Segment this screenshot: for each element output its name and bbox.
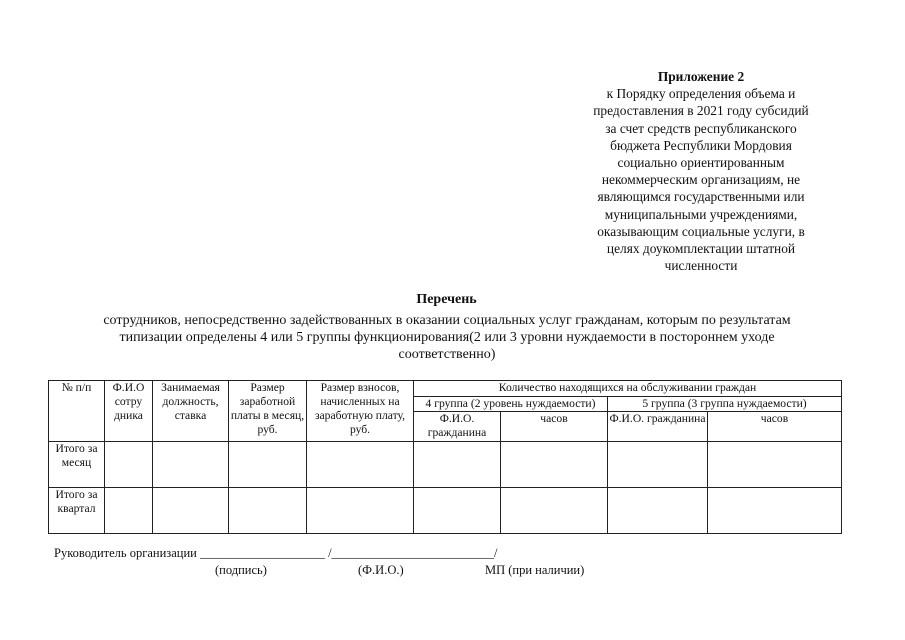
header-contributions: Размер взносов, начисленных на заработную плату, руб. [307, 381, 414, 442]
header-fio: Ф.И.О сотру дника [105, 381, 153, 442]
table-cell [105, 442, 153, 488]
header-position: Занимаемая должность, ставка [153, 381, 229, 442]
table-cell [608, 488, 708, 534]
appendix-line: некоммерческим организациям, не [601, 172, 801, 188]
name-caption: (Ф.И.О.) [358, 563, 404, 577]
appendix-line: целях доукомплектации штатной [606, 241, 796, 257]
appendix-line: социально ориентированным [617, 155, 785, 171]
appendix-title: Приложение 2 [657, 69, 745, 84]
subtitle-line: типизации определены 4 или 5 группы функционирования(2 или 3 уровни нуждаемости в постороннем уходе [119, 330, 775, 345]
table-cell [414, 442, 501, 488]
header-citizen-fio-4: Ф.И.О. гражданина [414, 412, 501, 442]
header-hours-5: часов [708, 412, 842, 442]
header-num: № п/п [49, 381, 105, 442]
document-heading: Перечень [416, 292, 477, 307]
appendix-line: оказывающим социальные услуги, в [597, 223, 805, 239]
appendix-line: к Порядку определения объема и [606, 86, 796, 102]
appendix-line: муниципальными учреждениями, [604, 206, 798, 222]
table-row [49, 442, 842, 488]
appendix-line: бюджета Республики Мордовия [610, 137, 792, 153]
table-cell [105, 488, 153, 534]
header-group-4: 4 группа (2 уровень нуждаемости) [414, 397, 608, 412]
table-cell [501, 488, 608, 534]
staff-table [48, 380, 842, 534]
header-hours-4: часов [501, 412, 608, 442]
subtitle-line: соответственно) [398, 347, 496, 362]
header-citizen-fio-5: Ф.И.О. гражданина [608, 412, 708, 442]
table-cell [708, 488, 842, 534]
header-group-5: 5 группа (3 группа нуждаемости) [608, 397, 842, 412]
row-label-month: Итого за месяц [49, 442, 105, 488]
appendix-line: предоставления в 2021 году субсидий [593, 103, 809, 119]
stamp-caption: МП (при наличии) [485, 563, 585, 577]
table-cell [608, 442, 708, 488]
table-cell [307, 488, 414, 534]
row-label-quarter: Итого за квартал [49, 488, 105, 534]
table-cell [229, 442, 307, 488]
subtitle-line: сотрудников, непосредственно задействованных в оказании социальных услуг гражданам, которым по результатам [103, 313, 791, 328]
table-cell [708, 442, 842, 488]
table-cell [153, 488, 229, 534]
appendix-block [565, 68, 837, 274]
table-cell [501, 442, 608, 488]
table-row [49, 488, 842, 534]
header-salary: Размер заработной платы в месяц, руб. [229, 381, 307, 442]
appendix-line: являющимся государственными или [597, 189, 805, 205]
header-citizens-count: Количество находящихся на обслуживании граждан [414, 381, 842, 397]
table-cell [229, 488, 307, 534]
table-cell [307, 442, 414, 488]
appendix-line: за счет средств республиканского [605, 120, 797, 136]
signature-line: Руководитель организации ____________________ /__________________________/ [54, 546, 498, 560]
table-cell [153, 442, 229, 488]
table-cell [414, 488, 501, 534]
appendix-line: численности [664, 258, 738, 274]
document-subtitle [62, 312, 832, 363]
signature-caption: (подпись) [215, 563, 267, 577]
